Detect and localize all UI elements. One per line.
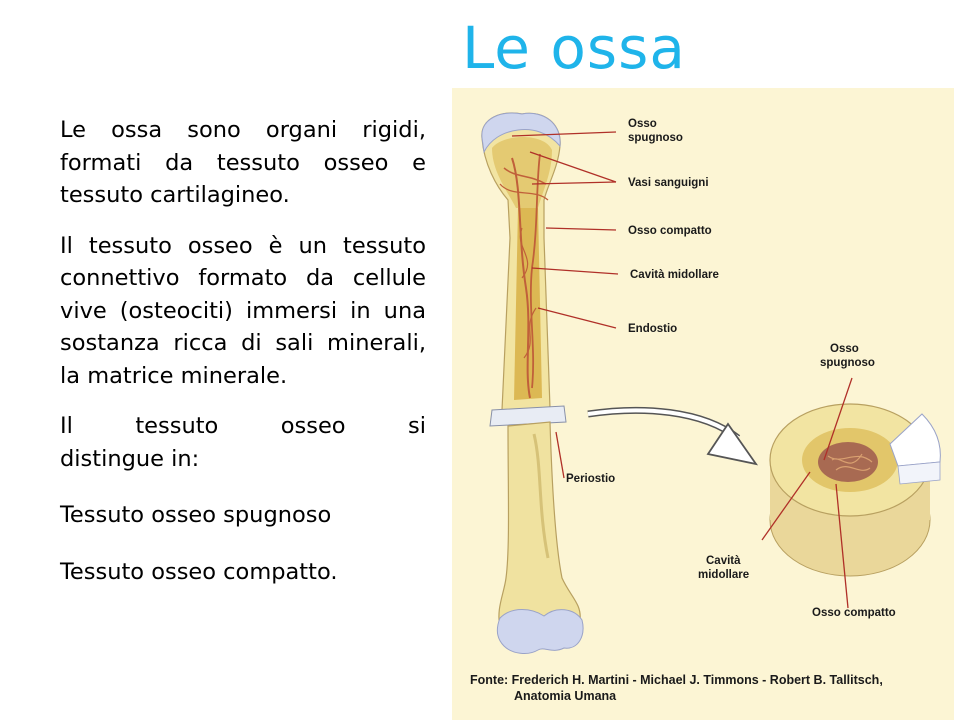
label-xs-osso-compatto: Osso compatto	[812, 607, 896, 619]
label-cavita-midollare: Cavità midollare	[630, 269, 719, 281]
arrow-to-section	[588, 410, 756, 464]
bone-cross-section	[770, 404, 940, 576]
figure-caption-line2: Anatomia Umana	[514, 689, 617, 703]
label-xs-osso-spugnoso-line1: Osso	[830, 343, 859, 355]
paragraph-distingue-line1: Il tessuto osseo si	[60, 413, 426, 439]
label-xs-osso-spugnoso-line2: spugnoso	[820, 357, 875, 369]
label-xs-cavita-line2: midollare	[698, 569, 750, 581]
paragraph-distingue-line2: distingue in:	[60, 445, 200, 472]
item-spugnoso: Tessuto osseo spugnoso	[60, 502, 332, 528]
bone-lower	[497, 422, 583, 653]
label-osso-spugnoso-line1: Osso	[628, 118, 657, 130]
text-column	[60, 114, 426, 588]
item-compatto: Tessuto osseo compatto.	[60, 558, 338, 585]
label-xs-cavita-line1: Cavità	[706, 555, 741, 567]
figure-caption-line1: Fonte: Frederich H. Martini - Michael J. Timmons - Robert B. Tallitsch,	[470, 673, 883, 687]
label-osso-compatto: Osso compatto	[628, 225, 712, 237]
label-periostio: Periostio	[566, 473, 616, 485]
label-osso-spugnoso-line2: spugnoso	[628, 132, 683, 144]
bone-figure	[452, 88, 954, 720]
paragraph-intro: Le ossa sono organi rigidi, formati da tessuto osseo e tessuto cartilagineo.	[60, 117, 426, 208]
paragraph-tessuto-osseo: Il tessuto osseo è un tessuto connettivo formato da cellule vive (osteociti) immersi in una sostanza ricca di sali minerali, la matrice minerale.	[60, 232, 426, 389]
bone-diagram	[452, 88, 954, 720]
label-vasi-sanguigni: Vasi sanguigni	[628, 177, 709, 189]
label-endostio: Endostio	[628, 323, 678, 335]
page-title: Le ossa	[462, 14, 686, 82]
